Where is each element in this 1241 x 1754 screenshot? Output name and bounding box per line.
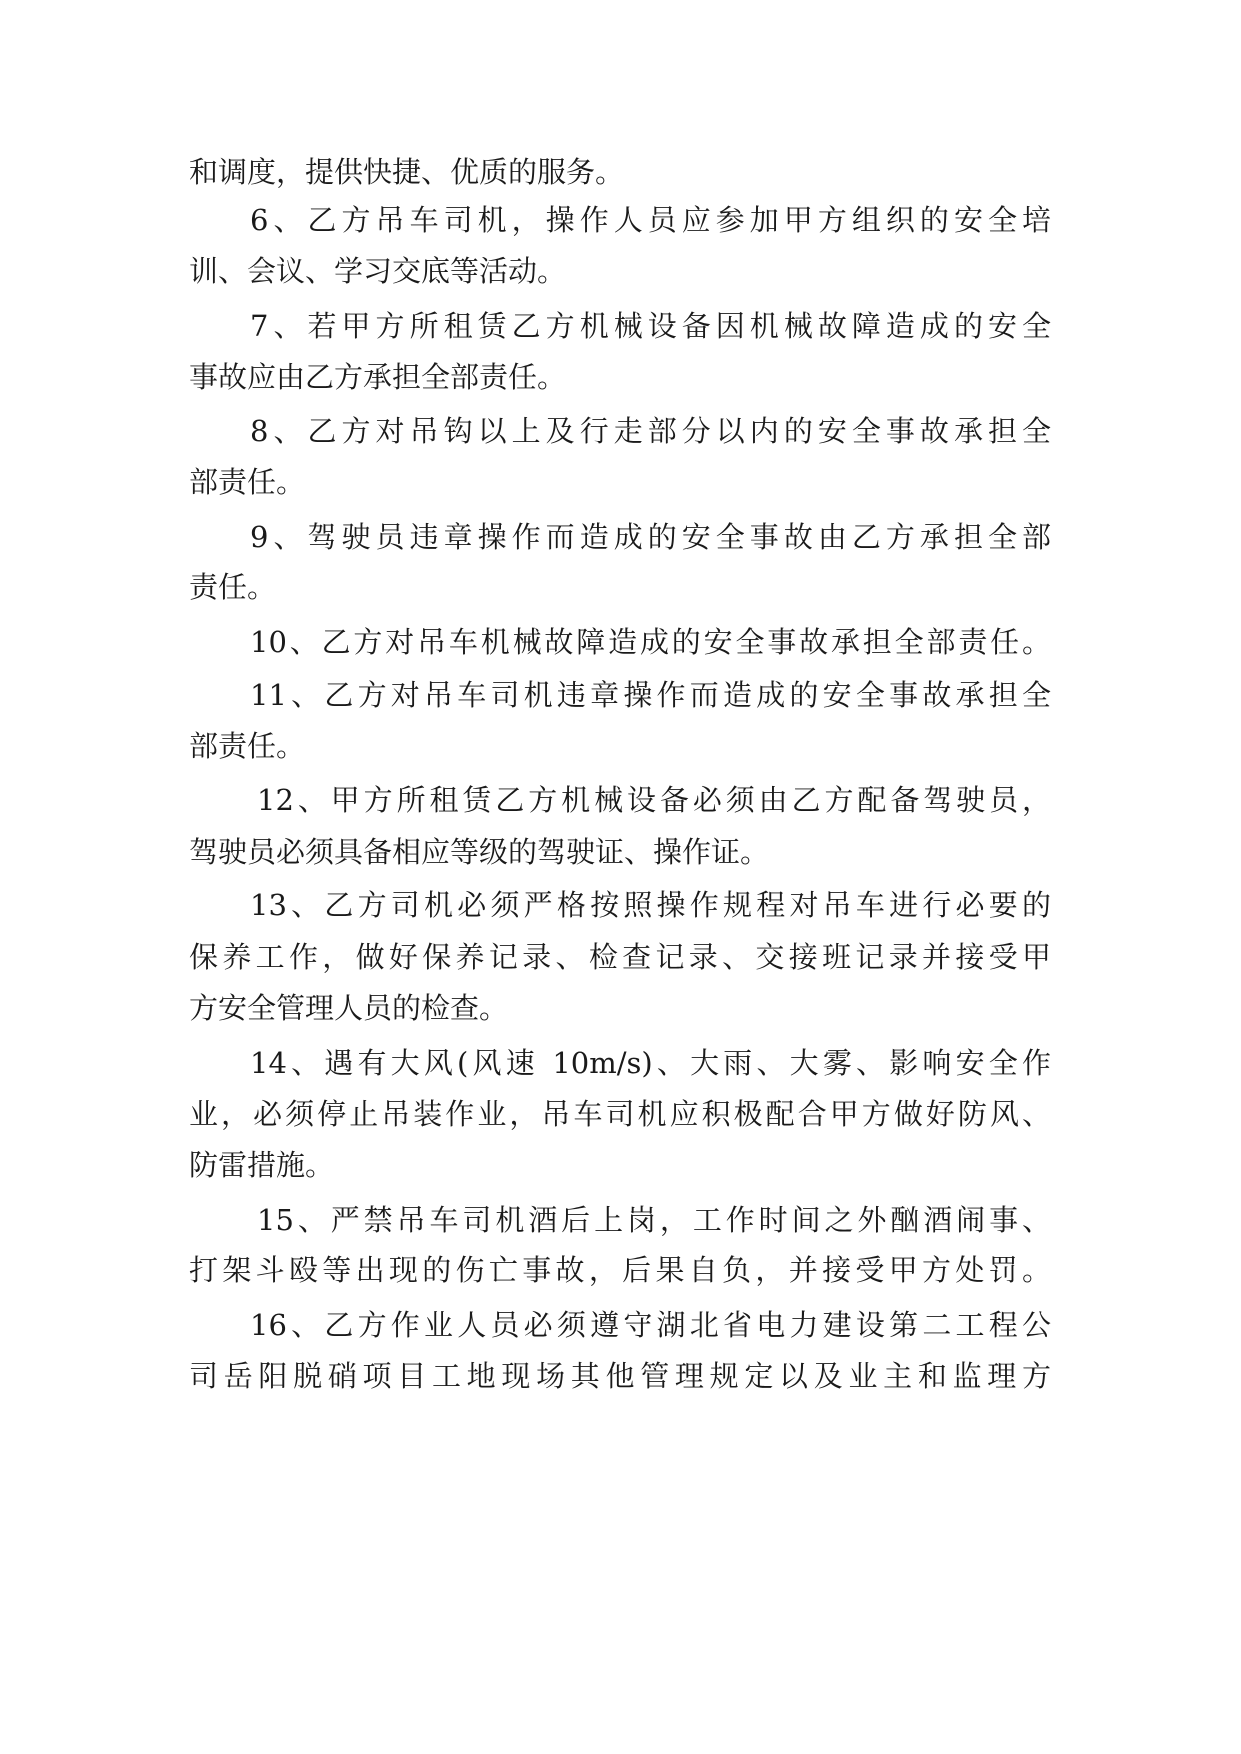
text-line: 责任。 — [189, 570, 277, 604]
text-line: 司岳阳脱硝项目工地现场其他管理规定以及业主和监理方 — [189, 1359, 1051, 1393]
text-line: 事故应由乙方承担全部责任。 — [189, 360, 567, 394]
text-line: 保养工作，做好保养记录、检查记录、交接班记录并接受甲 — [189, 940, 1051, 974]
text-line: 10、乙方对吊车机械故障造成的安全事故承担全部责任。 — [250, 625, 1051, 659]
text-line: 防雷措施。 — [189, 1148, 335, 1182]
text-line: 方安全管理人员的检查。 — [189, 991, 509, 1025]
text-line: 6、乙方吊车司机，操作人员应参加甲方组织的安全培 — [250, 203, 1051, 237]
text-line: 和调度，提供快捷、优质的服务。 — [189, 155, 625, 189]
text-line: 14、遇有大风(风速 10m/s)、大雨、大雾、影响安全作 — [250, 1046, 1051, 1080]
text-line: 13、乙方司机必须严格按照操作规程对吊车进行必要的 — [250, 888, 1051, 922]
text-line: 打架斗殴等出现的伤亡事故，后果自负，并接受甲方处罚。 — [189, 1253, 1051, 1287]
text-line: 8、乙方对吊钩以上及行走部分以内的安全事故承担全 — [250, 414, 1051, 448]
text-line: 7、若甲方所租赁乙方机械设备因机械故障造成的安全 — [250, 309, 1051, 343]
text-line: 16、乙方作业人员必须遵守湖北省电力建设第二工程公 — [250, 1308, 1051, 1342]
text-line: 业，必须停止吊装作业，吊车司机应积极配合甲方做好防风、 — [189, 1097, 1051, 1131]
text-line: 部责任。 — [189, 729, 306, 763]
text-line: 12、甲方所租赁乙方机械设备必须由乙方配备驾驶员， — [257, 783, 1051, 817]
text-line: 驾驶员必须具备相应等级的驾驶证、操作证。 — [189, 835, 770, 869]
text-line: 部责任。 — [189, 465, 306, 499]
text-line: 9、驾驶员违章操作而造成的安全事故由乙方承担全部 — [250, 520, 1051, 554]
text-line: 训、会议、学习交底等活动。 — [189, 254, 567, 288]
text-line: 11、乙方对吊车司机违章操作而造成的安全事故承担全 — [250, 678, 1051, 712]
text-line: 15、严禁吊车司机酒后上岗，工作时间之外酗酒闹事、 — [257, 1203, 1051, 1237]
